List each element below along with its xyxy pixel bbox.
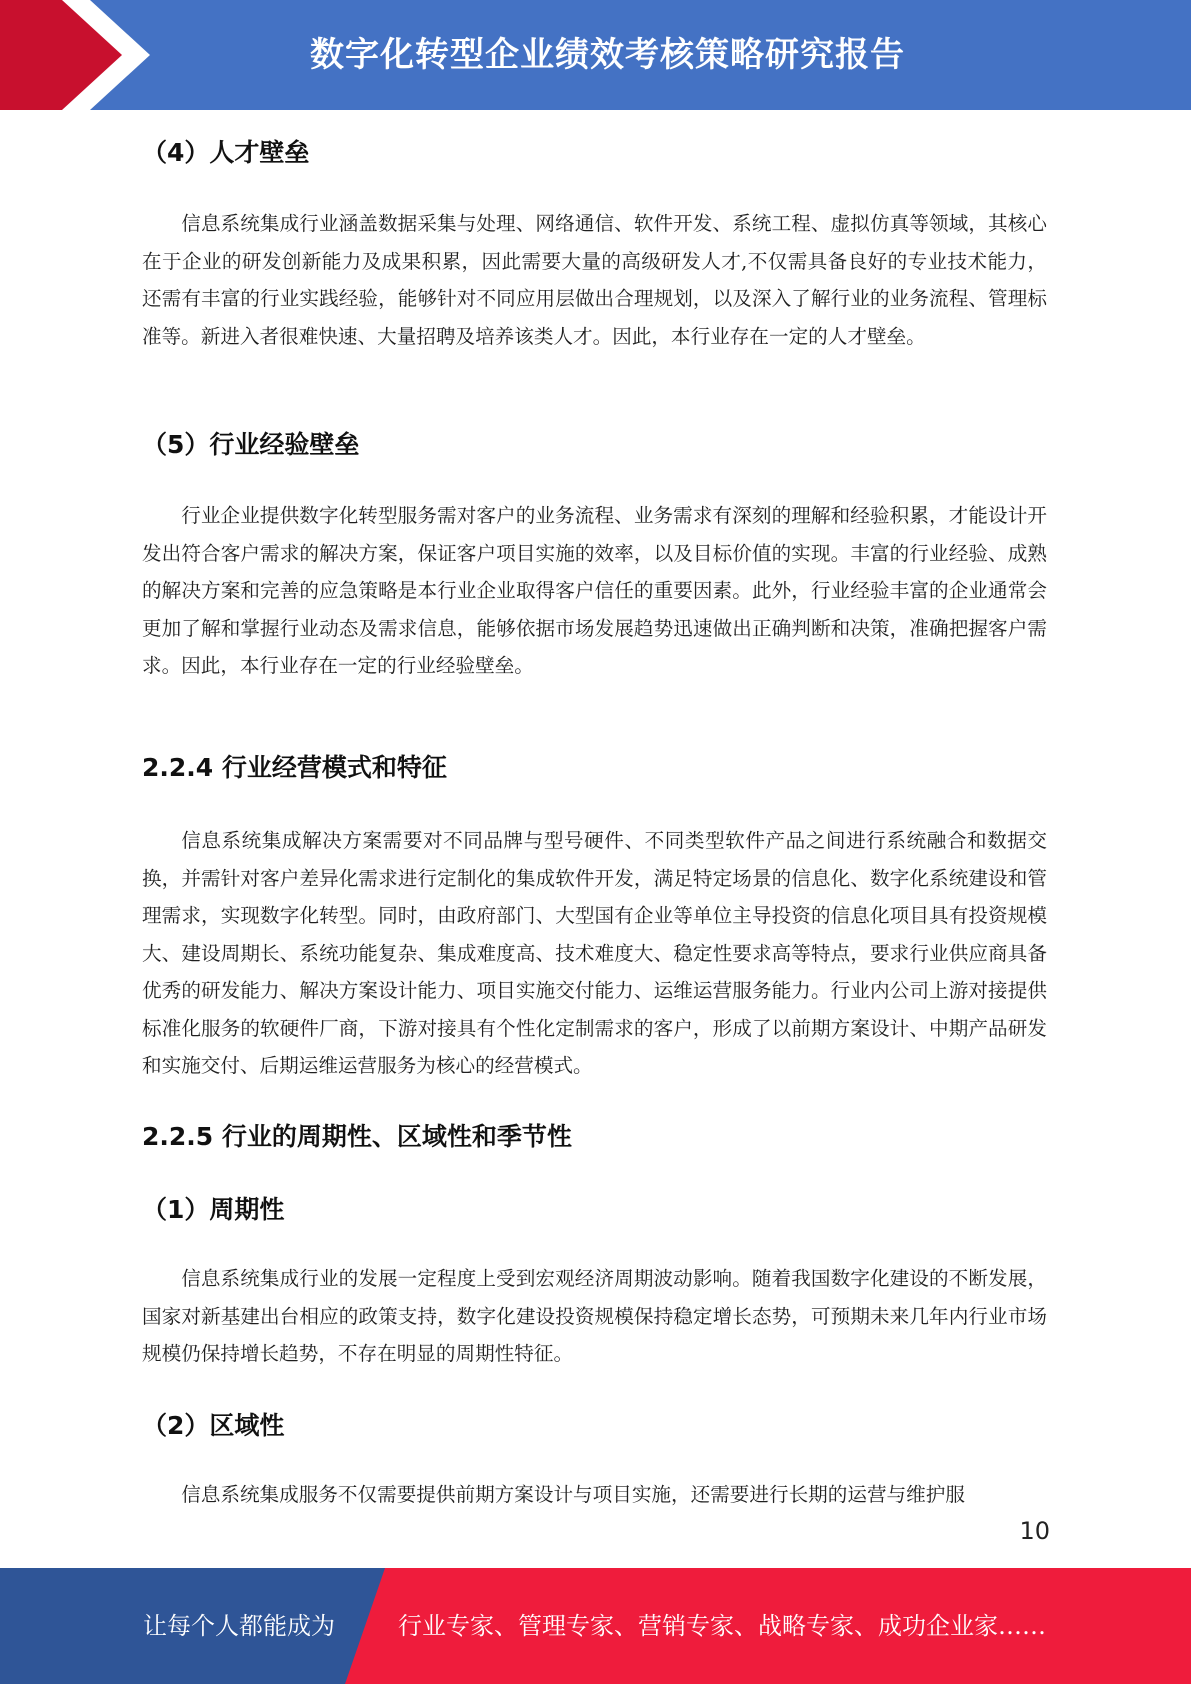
paragraph-regionality: 信息系统集成服务不仅需要提供前期方案设计与项目实施，还需要进行长期的运营与维护服 [181,1483,965,1506]
heading-experience-barrier: （5）行业经验壁垒 [142,430,360,459]
paragraph-periodicity: 信息系统集成行业的发展一定程度上受到宏观经济周期波动影响。随着我国数字化建设的不断发展，国家对新基建出台相应的政策支持，数字化建设投资规模保持稳定增长态势，可预期未来几年内行业市场规模仍保持增长趋势，不存在明显的周期性特征。 [142,1267,1047,1365]
paragraph-business-model: 信息系统集成解决方案需要对不同品牌与型号硬件、不同类型软件产品之间进行系统融合和数据交换，并需针对客户差异化需求进行定制化的集成软件开发，满足特定场景的信息化、数字化系统建设和管理需求，实现数字化转型。同时，由政府部门、大型国有企业等单位主导投资的信息化项目具有投资规模大、建设周期长、系统功能复杂、集成难度高、技术难度大、稳定性要求高等特点，要求行业供应商具备优秀的研发能力、解决方案设计能力、项目实施交付能力、运维运营服务能力。行业内公司上游对接提供标准化服务的软硬件厂商，下游对接具有个性化定制需求的客户，形成了以前期方案设计、中期产品研发和实施交付、后期运维运营服务为核心的经营模式。 [142,829,1047,1077]
page-number: 10 [1019,1517,1050,1545]
heading-periodicity: （1）周期性 [142,1195,285,1224]
footer-slogan-right: 行业专家、管理专家、营销专家、战略专家、成功企业家…… [398,1612,1046,1640]
page-header [0,0,1191,110]
footer-slogan-left: 让每个人都能成为 [143,1612,335,1640]
page-footer [0,1568,1191,1684]
heading-business-model: 2.2.4 行业经营模式和特征 [142,753,447,782]
report-title: 数字化转型企业绩效考核策略研究报告 [310,35,905,75]
paragraph-experience-barrier: 行业企业提供数字化转型服务需对客户的业务流程、业务需求有深刻的理解和经验积累，才能设计开发出符合客户需求的解决方案，保证客户项目实施的效率，以及目标价值的实现。丰富的行业经验、成熟的解决方案和完善的应急策略是本行业企业取得客户信任的重要因素。此外，行业经验丰富的企业通常会更加了解和掌握行业动态及需求信息，能够依据市场发展趋势迅速做出正确判断和决策，准确把握客户需求。因此，本行业存在一定的行业经验壁垒。 [142,504,1047,677]
paragraph-talent-barrier: 信息系统集成行业涵盖数据采集与处理、网络通信、软件开发、系统工程、虚拟仿真等领域，其核心在于企业的研发创新能力及成果积累，因此需要大量的高级研发人才,不仅需具备良好的专业技术能力，还需有丰富的行业实践经验，能够针对不同应用层做出合理规划，以及深入了解行业的业务流程、管理标准等。新进入者很难快速、大量招聘及培养该类人才。因此，本行业存在一定的人才壁垒。 [142,212,1047,348]
heading-regionality: （2）区域性 [142,1411,285,1440]
heading-cyclicality: 2.2.5 行业的周期性、区域性和季节性 [142,1122,572,1151]
heading-talent-barrier: （4）人才壁垒 [142,138,310,167]
